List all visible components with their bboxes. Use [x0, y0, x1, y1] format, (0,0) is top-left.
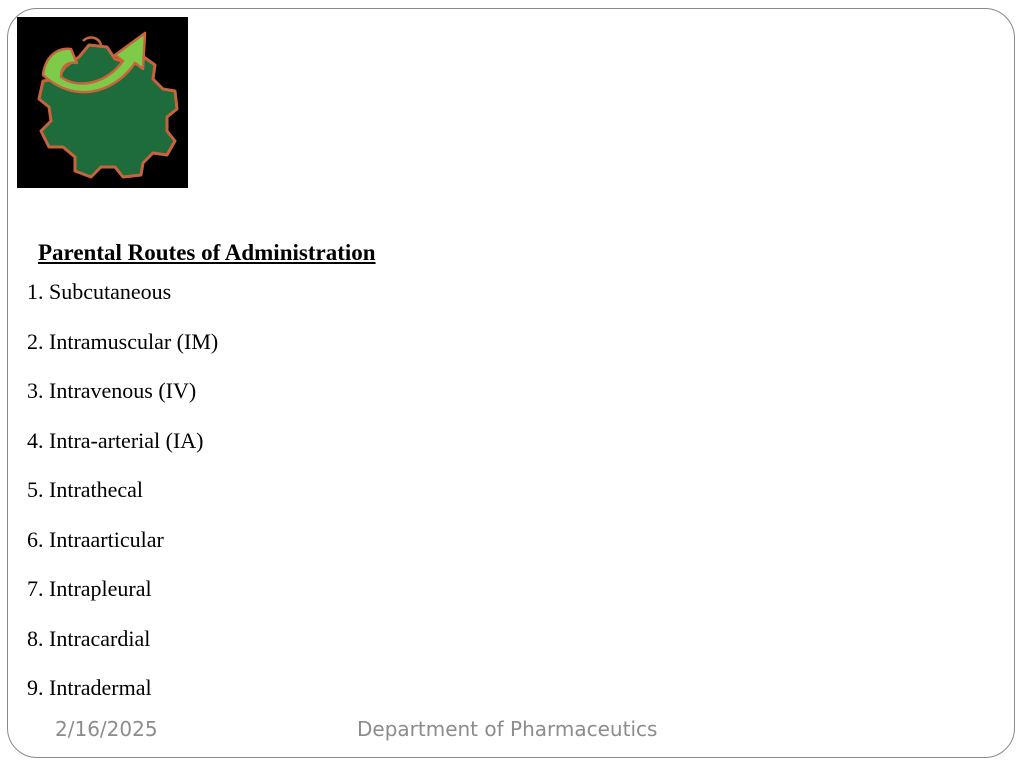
slide-heading: Parental Routes of Administration: [38, 240, 376, 265]
list-item: 5. Intrathecal: [27, 477, 144, 502]
routes-list: [27, 278, 218, 724]
list-item: 2. Intramuscular (IM): [27, 328, 219, 354]
footer-date: 2/16/2025: [55, 717, 158, 741]
list-item: 7. Intrapleural: [27, 576, 152, 601]
list-item: 4. Intra-arterial (IA): [27, 427, 204, 453]
gear-arrow-logo-icon: [17, 17, 188, 188]
list-item: 8. Intracardial: [27, 625, 151, 651]
footer-department: Department of Pharmaceutics: [357, 717, 658, 741]
list-item: 6. Intraarticular: [27, 526, 164, 552]
list-item: 3. Intravenous (IV): [27, 378, 197, 403]
list-item: 1. Subcutaneous: [27, 279, 172, 304]
list-item: 9. Intradermal: [27, 675, 152, 700]
